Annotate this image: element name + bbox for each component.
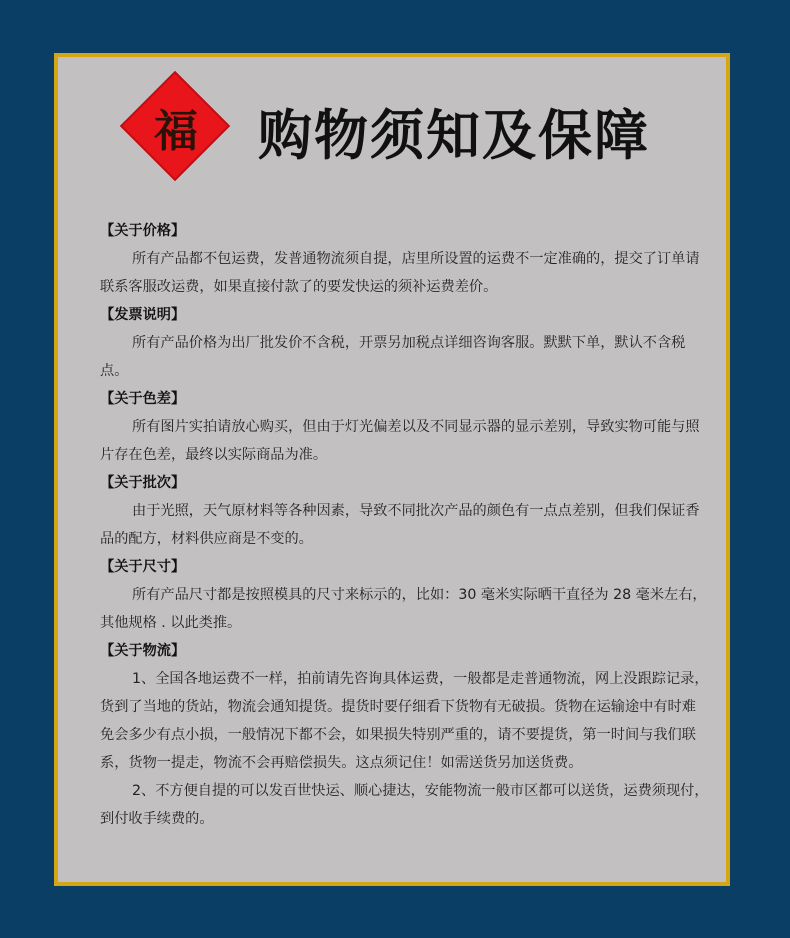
section-text-size: 所有产品尺寸都是按照模具的尺寸来标示的，比如：30 毫米实际晒干直径为 28 毫米左右，其他规格 . 以此类推。 [100, 587, 707, 631]
page-title: 购物须知及保障 [258, 103, 650, 167]
section-heading-price: 【关于价格】 [100, 223, 186, 239]
section-text-price: 所有产品都不包运费，发普通物流须自提，店里所设置的运费不一定准确的，提交了订单请联系客服改运费，如果直接付款了的要发快运的须补运费差价。 [100, 251, 700, 295]
fu-character: 福 [154, 106, 198, 157]
notice-content [100, 217, 710, 833]
section-text-color: 所有图片实拍请放心购买，但由于灯光偏差以及不同显示器的显示差别，导致实物可能与照片存在色差，最终以实际商品为准。 [100, 419, 700, 463]
section-heading-batch: 【关于批次】 [100, 475, 186, 491]
fu-logo [120, 71, 232, 183]
section-text-logistics-2: 2、不方便自提的可以发百世快运、顺心捷达，安能物流一般市区都可以送货，运费须现付，到付收手续费的。 [100, 783, 709, 827]
section-heading-size: 【关于尺寸】 [100, 559, 186, 575]
section-heading-logistics: 【关于物流】 [100, 643, 186, 659]
section-heading-color: 【关于色差】 [100, 391, 186, 407]
notice-panel [54, 53, 730, 886]
section-text-batch: 由于光照，天气原材料等各种因素，导致不同批次产品的颜色有一点点差别，但我们保证香品的配方，材料供应商是不变的。 [100, 503, 700, 547]
section-heading-invoice: 【发票说明】 [100, 307, 186, 323]
section-text-invoice: 所有产品价格为出厂批发价不含税，开票另加税点详细咨询客服。默默下单，默认不含税点。 [100, 335, 686, 379]
section-text-logistics-1: 1、全国各地运费不一样，拍前请先咨询具体运费，一般都是走普通物流，网上没跟踪记录，货到了当地的货站，物流会通知提货。提货时要仔细看下货物有无破损。货物在运输途中有时难免会多少有点小损，一般情况下都不会，如果损失特别严重的，请不要提货，第一时间与我们联系，货物一提走，物流不会再赔偿损失。这点须记住！如需送货另加送货费。 [100, 671, 709, 771]
